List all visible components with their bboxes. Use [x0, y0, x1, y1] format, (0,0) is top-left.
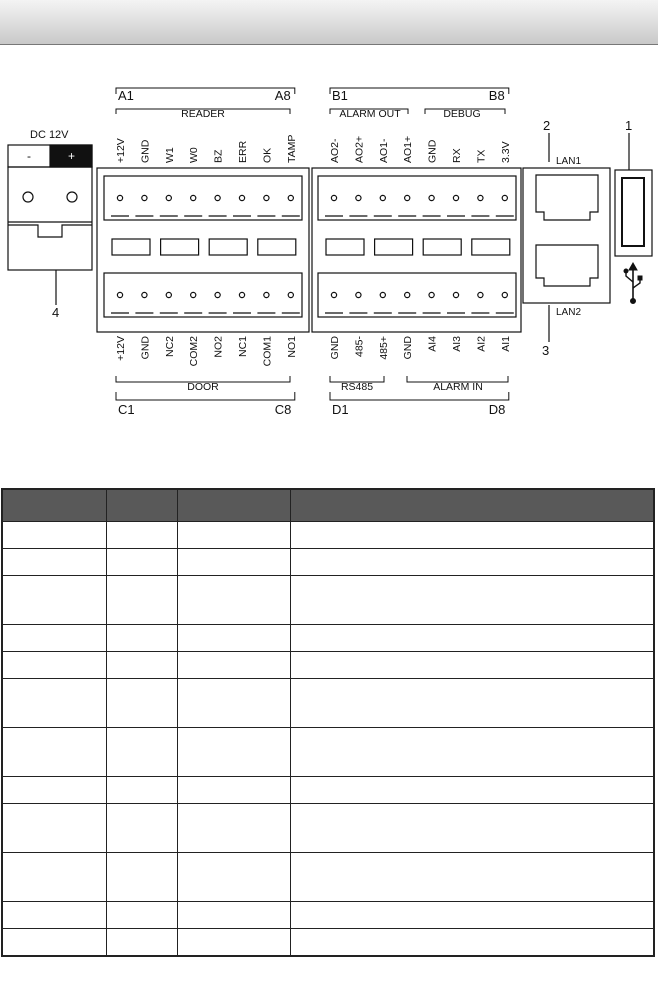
- table-cell: [2, 929, 106, 956]
- pin-label-d1: GND: [329, 336, 341, 360]
- table-cell: [2, 679, 106, 728]
- table-row: [2, 728, 654, 777]
- table-cell: [106, 929, 177, 956]
- pin-label-d7: AI2: [475, 336, 488, 352]
- pin-label-c6: NC1: [237, 336, 249, 358]
- table-cell: [177, 679, 290, 728]
- terminal-c4: [191, 292, 196, 297]
- terminal-diagram-svg: [0, 80, 658, 440]
- pin-range-end-b: B8: [488, 88, 505, 103]
- pin-label-b5: GND: [426, 139, 439, 163]
- header-rule: [0, 44, 658, 45]
- table-cell: [177, 929, 290, 956]
- rs485-group-label: RS485: [340, 381, 374, 393]
- power-plus-label: +: [68, 149, 76, 163]
- pin-label-b2: AO2+: [353, 135, 366, 163]
- terminal-b2: [356, 195, 361, 200]
- table-cell: [290, 804, 654, 853]
- table-cell: [2, 625, 106, 652]
- table-cell: [290, 853, 654, 902]
- callout-3: 3: [542, 343, 550, 358]
- terminal-window: [258, 239, 296, 255]
- page-header-bar: [0, 0, 658, 44]
- pin-label-c7: COM1: [261, 336, 274, 367]
- power-connector-body: [8, 167, 92, 270]
- terminal-b3: [380, 195, 385, 200]
- pin-label-b7: TX: [475, 149, 488, 163]
- pin-range-start-b: B1: [332, 88, 348, 103]
- table-cell: [2, 522, 106, 549]
- table-cell: [177, 853, 290, 902]
- pin-label-d8: AI1: [499, 336, 512, 352]
- terminal-block-bd: [312, 168, 521, 332]
- table-cell: [106, 728, 177, 777]
- table-row: [2, 625, 654, 652]
- pin-label-b8: 3.3V: [499, 141, 512, 163]
- terminal-a1: [117, 195, 122, 200]
- lan1-port: [536, 175, 598, 220]
- power-minus-label: -: [27, 149, 31, 163]
- table-cell: [177, 625, 290, 652]
- pin-label-a8: TAMP: [285, 134, 298, 163]
- terminal-c8: [288, 292, 293, 297]
- terminal-b1: [331, 195, 336, 200]
- table-cell: [290, 522, 654, 549]
- table-row: [2, 777, 654, 804]
- pin-label-a6: ERR: [237, 140, 249, 163]
- terminal-diagram: [0, 80, 658, 440]
- terminal-c5: [215, 292, 220, 297]
- pin-label-a7: OK: [261, 147, 274, 163]
- table-cell: [106, 625, 177, 652]
- table-header-cell: [177, 489, 290, 522]
- table-header-cell: [106, 489, 177, 522]
- terminal-d6: [453, 292, 458, 297]
- table-cell: [2, 777, 106, 804]
- table-cell: [290, 652, 654, 679]
- table-cell: [2, 804, 106, 853]
- table-row: [2, 522, 654, 549]
- table-cell: [2, 652, 106, 679]
- pin-label-d6: AI3: [451, 336, 463, 352]
- terminal-window: [326, 239, 364, 255]
- table-header-cell: [290, 489, 654, 522]
- pin-label-a2: GND: [139, 139, 152, 163]
- pin-range-end-a: A8: [274, 88, 291, 103]
- pin-label-a3: W1: [163, 147, 176, 163]
- terminal-a8: [288, 195, 293, 200]
- pin-label-d5: AI4: [426, 336, 439, 352]
- table-cell: [106, 652, 177, 679]
- lan2-port: [536, 245, 598, 286]
- pin-label-b4: AO1+: [402, 135, 415, 163]
- terminal-window: [423, 239, 461, 255]
- table-cell: [290, 929, 654, 956]
- alarm-in-group-label: ALARM IN: [433, 381, 483, 393]
- terminal-a5: [215, 195, 220, 200]
- table-cell: [106, 522, 177, 549]
- pin-label-c1: +12V: [115, 336, 127, 361]
- pin-label-d3: 485+: [377, 336, 390, 360]
- table-row: [2, 804, 654, 853]
- debug-group-label: DEBUG: [443, 108, 481, 120]
- table-row: [2, 679, 654, 728]
- pin-label-d4: GND: [402, 336, 415, 360]
- terminal-block-ac: [97, 168, 309, 332]
- table-cell: [2, 549, 106, 576]
- pin-range-end-d: D8: [488, 402, 506, 417]
- callout-4: 4: [52, 305, 60, 320]
- table-cell: [2, 728, 106, 777]
- table-row: [2, 576, 654, 625]
- table-cell: [106, 902, 177, 929]
- table-cell: [106, 549, 177, 576]
- table-cell: [2, 853, 106, 902]
- table-cell: [106, 679, 177, 728]
- pin-label-a1: +12V: [115, 138, 127, 163]
- table-cell: [290, 625, 654, 652]
- pin-label-b3: AO1-: [377, 138, 390, 163]
- usb-icon: [624, 263, 642, 304]
- terminal-d5: [429, 292, 434, 297]
- table-row: [2, 853, 654, 902]
- terminal-a6: [239, 195, 244, 200]
- alarm-out-group-label: ALARM OUT: [339, 108, 401, 120]
- terminal-c6: [239, 292, 244, 297]
- pin-range-end-c: C8: [274, 402, 292, 417]
- pin-range-start-d: D1: [332, 402, 349, 417]
- pin-label-a5: BZ: [212, 149, 225, 163]
- terminal-d1: [331, 292, 336, 297]
- terminal-d2: [356, 292, 361, 297]
- terminal-d8: [502, 292, 507, 297]
- terminal-b4: [405, 195, 410, 200]
- pin-label-b6: RX: [451, 148, 463, 163]
- pin-description-table: [1, 488, 655, 957]
- pin-label-d2: 485-: [353, 336, 366, 358]
- table-row: [2, 652, 654, 679]
- terminal-c7: [264, 292, 269, 297]
- table-cell: [177, 902, 290, 929]
- terminal-c1: [117, 292, 122, 297]
- table-row: [2, 902, 654, 929]
- terminal-window: [112, 239, 150, 255]
- pin-label-b1: AO2-: [329, 138, 341, 163]
- table-cell: [290, 902, 654, 929]
- table-cell: [177, 522, 290, 549]
- pin-label-c3: NC2: [163, 336, 176, 358]
- power-label: DC 12V: [30, 129, 69, 141]
- terminal-d3: [380, 292, 385, 297]
- terminal-window: [161, 239, 199, 255]
- terminal-window: [375, 239, 413, 255]
- pin-range-start-a: A1: [118, 88, 134, 103]
- table-cell: [290, 549, 654, 576]
- pin-label-c5: NO2: [212, 336, 225, 358]
- terminal-b8: [502, 195, 507, 200]
- table-cell: [106, 576, 177, 625]
- table-cell: [106, 853, 177, 902]
- table-cell: [2, 576, 106, 625]
- table-cell: [177, 576, 290, 625]
- terminal-a2: [142, 195, 147, 200]
- terminal-row-b: [318, 176, 516, 220]
- terminal-b6: [453, 195, 458, 200]
- table-cell: [177, 549, 290, 576]
- terminal-d7: [478, 292, 483, 297]
- table-cell: [290, 777, 654, 804]
- terminal-d4: [405, 292, 410, 297]
- table-cell: [177, 777, 290, 804]
- pin-label-c4: COM2: [188, 336, 201, 367]
- pin-label-a4: W0: [188, 147, 201, 163]
- table-header-row: [2, 489, 654, 522]
- pin-label-c2: GND: [139, 336, 152, 360]
- table-cell: [2, 902, 106, 929]
- terminal-row-c: [104, 273, 302, 317]
- callout-1: 1: [625, 118, 633, 133]
- terminal-a7: [264, 195, 269, 200]
- door-group-label: DOOR: [187, 381, 219, 393]
- terminal-row-a: [104, 176, 302, 220]
- terminal-c2: [142, 292, 147, 297]
- table-row: [2, 929, 654, 956]
- table-cell: [106, 777, 177, 804]
- table-cell: [290, 679, 654, 728]
- terminal-c3: [166, 292, 171, 297]
- pin-range-start-c: C1: [118, 402, 135, 417]
- table-cell: [177, 652, 290, 679]
- table-cell: [177, 728, 290, 777]
- terminal-row-d: [318, 273, 516, 317]
- table-header-cell: [2, 489, 106, 522]
- terminal-a3: [166, 195, 171, 200]
- terminal-window: [472, 239, 510, 255]
- callout-2: 2: [543, 118, 551, 133]
- usb-port-housing: [615, 170, 652, 256]
- usb-port: [622, 178, 644, 246]
- terminal-b7: [478, 195, 483, 200]
- table-cell: [290, 728, 654, 777]
- terminal-a4: [191, 195, 196, 200]
- table-cell: [106, 804, 177, 853]
- lan1-label: LAN1: [556, 156, 582, 167]
- terminal-b5: [429, 195, 434, 200]
- reader-group-label: READER: [181, 108, 225, 120]
- lan2-label: LAN2: [556, 307, 582, 318]
- table-cell: [290, 576, 654, 625]
- table-row: [2, 549, 654, 576]
- terminal-window: [209, 239, 247, 255]
- pin-label-c8: NO1: [285, 336, 298, 358]
- table-cell: [177, 804, 290, 853]
